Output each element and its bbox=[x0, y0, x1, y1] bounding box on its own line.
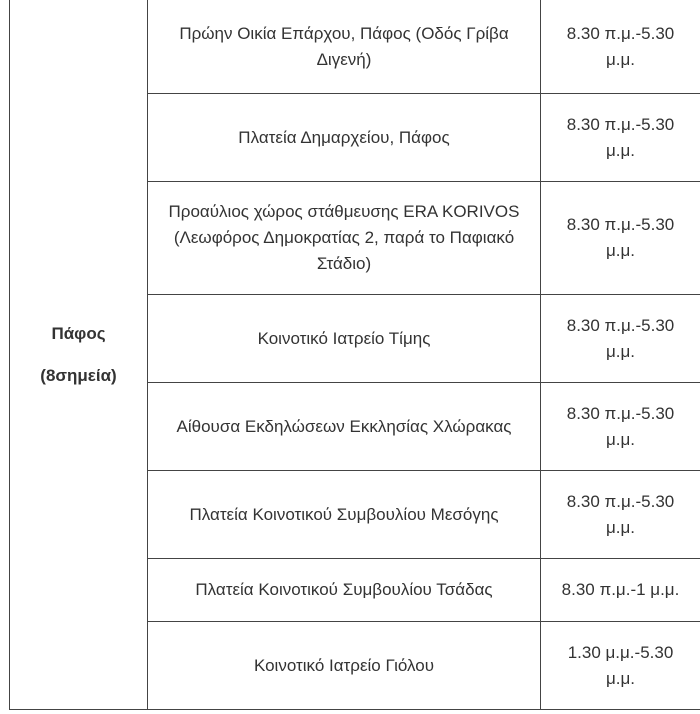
table-row-location: Πλατεία Κοινοτικού Συμβουλίου Τσάδας bbox=[195, 580, 493, 599]
region-cell bbox=[10, 0, 147, 709]
table-row-hours: 8.30 π.μ.-5.30 μ.μ. bbox=[566, 315, 675, 361]
table-row-location: Αίθουσα Εκδηλώσεων Εκκλησίας Χλώρακας bbox=[176, 416, 512, 436]
table-row-hours: 8.30 π.μ.-5.30 μ.μ. bbox=[566, 23, 675, 69]
table-row-hours: 8.30 π.μ.-1 μ.μ. bbox=[561, 580, 680, 599]
table-row-hours: 8.30 π.μ.-5.30 μ.μ. bbox=[566, 215, 675, 260]
table-row-location: Κοινοτικό Ιατρείο Τίμης bbox=[257, 328, 431, 348]
table-row-hours: 8.30 π.μ.-5.30 μ.μ. bbox=[566, 114, 675, 160]
region-count: (8σημεία) bbox=[40, 365, 117, 385]
table-row-location: Πλατεία Δημαρχείου, Πάφος bbox=[238, 127, 450, 147]
table-row-location: Κοινοτικό Ιατρείο Γιόλου bbox=[253, 655, 435, 675]
table-row-location: Πρώην Οικία Επάρχου, Πάφος (Οδός Γρίβα Διγενή) bbox=[179, 23, 509, 69]
table-row-hours: 8.30 π.μ.-5.30 μ.μ. bbox=[566, 491, 675, 537]
table-row-hours: 1.30 μ.μ.-5.30 μ.μ. bbox=[567, 642, 674, 688]
region-name: Πάφος bbox=[51, 323, 106, 343]
table-row-location: Προαύλιος χώρος στάθμευσης ERA KORIVOS (Λεωφόρος Δημοκρατίας 2, παρά το Παφιακό Στάδιο) bbox=[168, 202, 520, 273]
table-border-bottom bbox=[9, 709, 700, 710]
table-row-location: Πλατεία Κοινοτικού Συμβουλίου Μεσόγης bbox=[189, 504, 499, 524]
table-row-hours: 8.30 π.μ.-5.30 μ.μ. bbox=[566, 403, 675, 449]
